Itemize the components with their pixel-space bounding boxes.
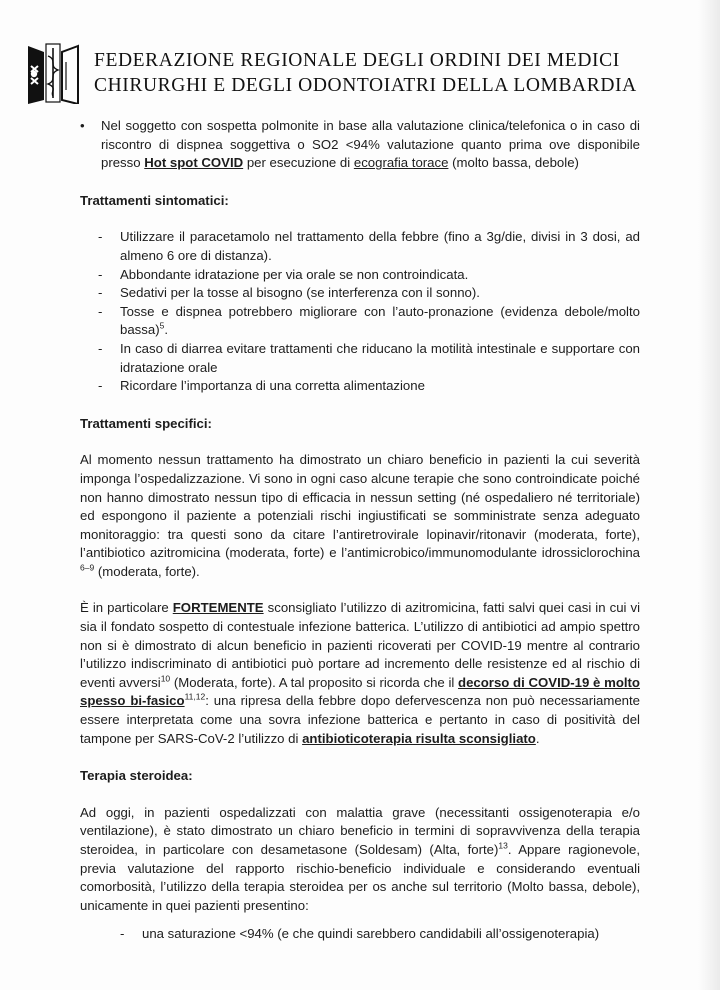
- intro-text-1: Nel soggetto con sospetta polmonite in base alla valutazione clinica/telefonica o in caso di riscontro di dispnea soggettiva o SO2 <94% valutazione quanto prima ove disponibile presso: [101, 118, 640, 171]
- hot-spot-covid: Hot spot COVID: [144, 155, 244, 171]
- bullet-marker: •: [80, 118, 85, 133]
- steroid-criteria-list: [80, 925, 640, 944]
- list-item: - In caso di diarrea evitare trattamenti che riducano la motilità intestinale e supportare con idratazione orale: [98, 340, 640, 375]
- symptomatic-list: [80, 228, 640, 395]
- caduceus-logo-icon: [26, 42, 80, 104]
- list-item: - Tosse e dispnea potrebbero migliorare con l’auto-pronazione (evidenza debole/molto bassa)$^5$.: [98, 303, 640, 338]
- intro-text-3: (molto bassa, debole): [448, 155, 579, 171]
- paragraph-specifici-2: È in particolare FORTEMENTE sconsigliato l’utilizzo di azitromicina, fatti salvi quei casi in cui vi sia il fondato sospetto di contestuale infezione batterica. L’utilizzo di antibiotici ad ampio spettro non si è dimostrato di alcun beneficio in pazienti ricoverati per COVID-19 mentre al contrario l’utilizzo indiscriminato di antibiotici può portare ad incremento delle resistenze ed al rischio di eventi avversi$^{10}$ (Moderata, forte). A tal proposito si ricorda che il decorso di COVID-19 è molto spesso bi-fasico$^{11,12}$: una ripresa della febbre dopo defervescenza non può necessariamente essere interpretata come una sovra infezione batterica e pertanto in caso di positività del tampone per SARS-CoV-2 l’utilizzo di antibioticoterapia risulta sconsigliato.: [80, 600, 641, 746]
- heading-trattamenti-specifici: Trattamenti specifici:: [80, 415, 212, 431]
- letterhead: [26, 42, 696, 106]
- list-item: - Utilizzare il paracetamolo nel trattamento della febbre (fino a 3g/die, divisi in 3 dosi, ad almeno 6 ore di distanza).: [98, 229, 640, 263]
- letterhead-line-2: CHIRURGHI E DEGLI ODONTOIATRI DELLA LOMBARDIA: [94, 75, 637, 96]
- list-item: - Abbondante idratazione per via orale se non controindicata.: [98, 266, 469, 282]
- fortemente-emphasis: FORTEMENTE: [172, 600, 264, 616]
- heading-trattamenti-sintomatici: Trattamenti sintomatici:: [80, 192, 229, 208]
- list-item: - Sedativi per la tosse al bisogno (se interferenza con il sonno).: [98, 285, 480, 301]
- paragraph-specifici-1: Al momento nessun trattamento ha dimostrato un chiaro beneficio in pazienti la cui severità imponga l’ospedalizzazione. Vi sono in ogni caso alcune terapie che sono controindicate poiché non hanno dimostrato nessun tipo di efficacia in nessun setting (né ospedaliero né territoriale) ed espongono il paziente a potenziali rischi ingiustificati se somministrate senza adeguato monitoraggio: tra questi sono da citare l’antiretrovirale lopinavir/ritonavir (moderata, forte), l’antibiotico azitromicina (moderata, forte) e l’antimicrobico/immunomodulante idrossiclorochina $^{6-9}$ (moderata, forte).: [80, 452, 640, 579]
- antibioticoterapia-emphasis: antibioticoterapia risulta sconsigliato: [302, 730, 536, 746]
- paragraph-steroidea: Ad oggi, in pazienti ospedalizzati con malattia grave (necessitanti ossigenoterapia e/o ventilazione), è stato dimostrato un chiaro beneficio in termini di sopravvivenza della terapia steroidea, in particolare con desametasone (Soldesam) (Alta, forte)$^{13}$. Appare ragionevole, previa valutazione del rapporto rischio-beneficio individuale e considerando eventuali comorbosità, l’utilizzo della terapia steroidea per os anche sul territorio (Molto bassa, debole), unicamente in quei pazienti presentino:: [80, 804, 641, 913]
- list-item: - Ricordare l’importanza di una corretta alimentazione: [98, 378, 425, 394]
- list-item: - una saturazione <94% (e che quindi sarebbero candidabili all’ossigenoterapia): [120, 926, 600, 942]
- letterhead-title: [94, 48, 637, 98]
- letterhead-line-1: FEDERAZIONE REGIONALE DEGLI ORDINI DEI MEDICI: [94, 50, 620, 71]
- page-edge-shadow: [698, 0, 720, 990]
- document-body: [80, 117, 640, 944]
- ecografia-torace: ecografia torace: [353, 155, 449, 171]
- decorso-bifasico-emphasis: decorso di COVID-19 è molto spesso bi-fasico: [80, 674, 640, 709]
- heading-terapia-steroidea: Terapia steroidea:: [80, 768, 193, 784]
- intro-text-2: per esecuzione di: [243, 155, 354, 171]
- intro-bullet: [80, 117, 640, 173]
